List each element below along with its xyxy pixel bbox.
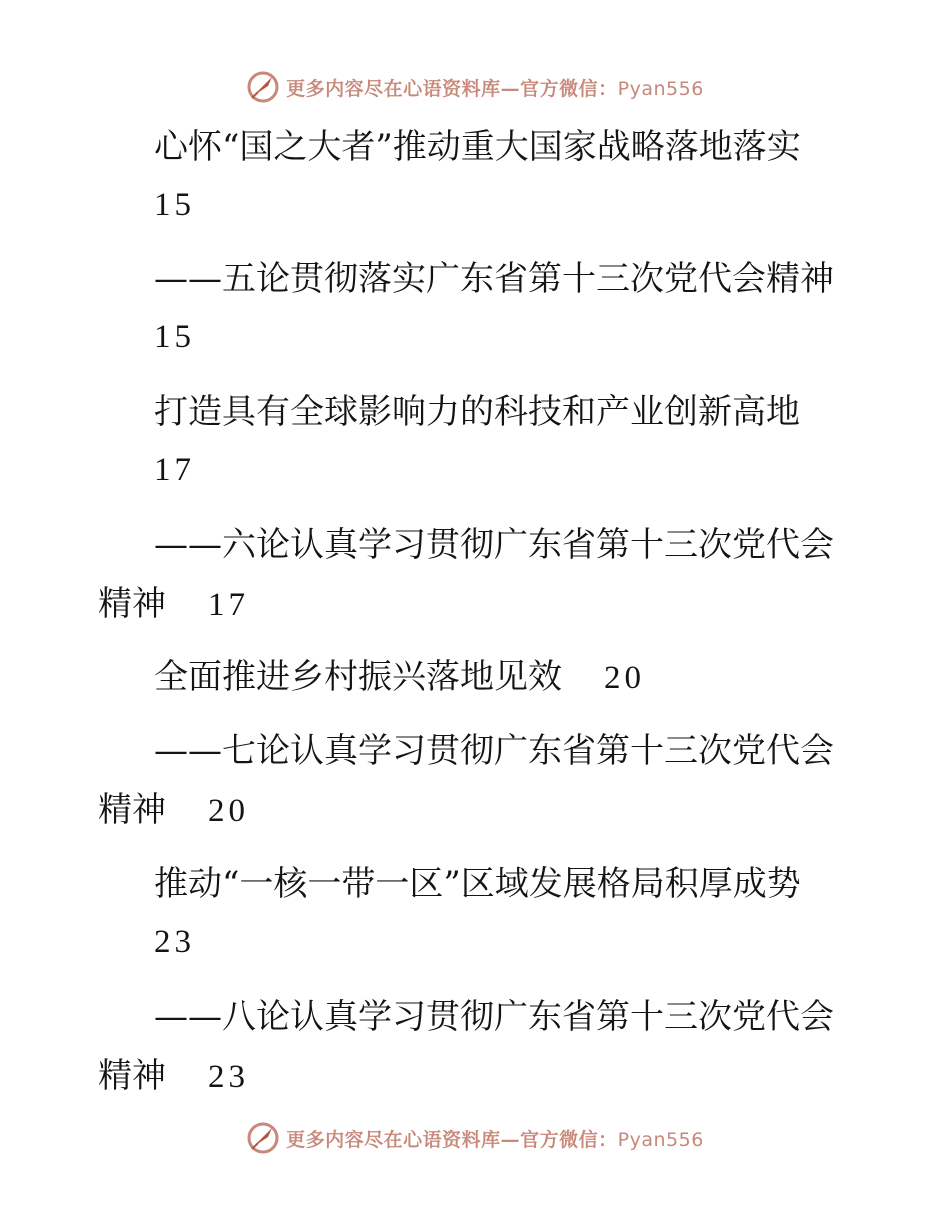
- toc-cont-text: 精神: [98, 790, 166, 830]
- toc-page-6: 20: [208, 793, 249, 829]
- toc-page-8: 23: [208, 1059, 249, 1095]
- header-watermark: [0, 70, 950, 110]
- toc-title-2: 打造具有全球影响力的科技和产业创新高地: [154, 392, 800, 432]
- toc-page-2: 15: [154, 319, 195, 355]
- footer-watermark: [0, 1121, 950, 1161]
- toc-page-7: 23: [154, 924, 195, 960]
- toc-subtitle-2: ——六论认真学习贯彻广东省第十三次党代会: [154, 525, 834, 565]
- toc-page-4: 17: [208, 587, 249, 623]
- toc-subtitle-3-cont: [98, 790, 249, 830]
- toc-page-5: 20: [604, 660, 645, 696]
- toc-page-3: 17: [154, 452, 195, 488]
- toc-page-1: 15: [154, 187, 195, 223]
- toc-title-4: 推动“一核一带一区”区域发展格局积厚成势: [154, 864, 801, 904]
- toc-title-3-text: 全面推进乡村振兴落地见效: [154, 657, 562, 697]
- feather-logo-icon: [246, 1121, 280, 1155]
- toc-title-1: 心怀“国之大者”推动重大国家战略落地落实: [154, 127, 801, 167]
- toc-cont-text: 精神: [98, 1056, 166, 1096]
- footer-wechat-id: Pyan556: [617, 1128, 704, 1151]
- header-banner-text: 更多内容尽在心语资料库—官方微信：Pyan556: [286, 77, 704, 100]
- footer-banner-text: 更多内容尽在心语资料库—官方微信：Pyan556: [286, 1128, 704, 1151]
- header-wechat-id: Pyan556: [617, 77, 704, 100]
- feather-logo-icon: [246, 70, 280, 104]
- toc-subtitle-1: ——五论贯彻落实广东省第十三次党代会精神: [154, 259, 834, 299]
- toc-cont-text: 精神: [98, 584, 166, 624]
- toc-title-3: [154, 657, 645, 697]
- toc-subtitle-2-cont: [98, 584, 249, 624]
- toc-subtitle-4-cont: [98, 1056, 249, 1096]
- toc-subtitle-3: ——七论认真学习贯彻广东省第十三次党代会: [154, 731, 834, 771]
- toc-subtitle-4: ——八论认真学习贯彻广东省第十三次党代会: [154, 997, 834, 1037]
